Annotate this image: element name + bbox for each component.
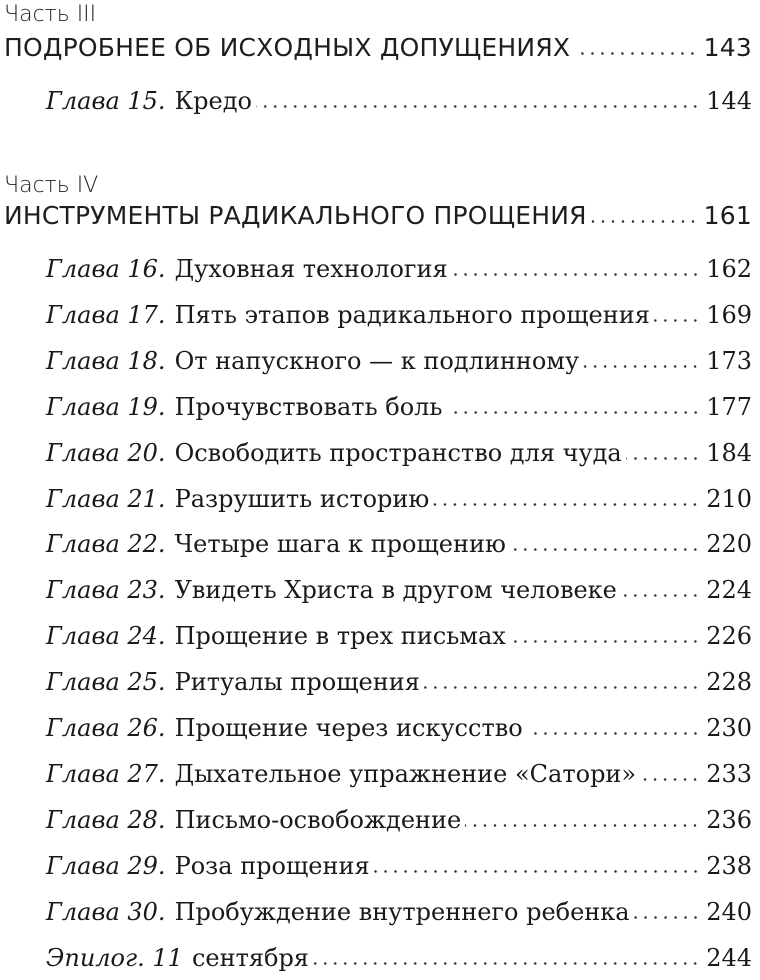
chapter-title: Пробуждение внутреннего ребенка (174, 898, 630, 926)
dot-leader (640, 778, 700, 781)
dot-leader (574, 52, 697, 55)
chapter-prefix: Глава 21. (46, 485, 166, 513)
toc-chapter-entry[interactable] (46, 852, 752, 888)
chapter-prefix: Глава 22. (46, 530, 166, 558)
chapter-prefix: Глава 26. (46, 714, 166, 742)
chapter-prefix: Глава 27. (46, 760, 166, 788)
part-label: Часть IV (4, 173, 99, 198)
dot-leader (465, 824, 700, 827)
page-number: 224 (706, 576, 752, 604)
dot-leader (654, 319, 700, 322)
dot-leader (256, 105, 700, 108)
toc-chapter-entry[interactable] (46, 530, 752, 566)
page-number: 173 (706, 347, 752, 375)
toc-chapter-entry[interactable] (46, 439, 752, 475)
chapter-title: От напускного — к подлинному (174, 347, 580, 375)
page-number: 210 (706, 485, 752, 513)
toc-chapter-entry[interactable] (46, 944, 752, 980)
toc-chapter-entry[interactable] (46, 301, 752, 337)
page-number: 244 (706, 944, 752, 972)
chapter-title: Письмо-освобождение (174, 806, 462, 834)
page-number: 220 (706, 530, 752, 558)
dot-leader (374, 870, 701, 873)
toc-chapter-entry[interactable] (46, 668, 752, 704)
chapter-title: Пять этапов радикального прощения (174, 301, 650, 329)
chapter-prefix: Глава 29. (46, 852, 166, 880)
dot-leader (424, 686, 700, 689)
chapter-prefix: Глава 18. (46, 347, 166, 375)
chapter-title: Прощение в трех письмах (174, 622, 506, 650)
chapter-prefix: Глава 17. (46, 301, 166, 329)
dot-leader (621, 594, 700, 597)
chapter-title: сентября (191, 944, 309, 972)
part-title: ПОДРОБНЕЕ ОБ ИСХОДНЫХ ДОПУЩЕНИЯХ (4, 33, 571, 62)
chapter-title: Духовная технология (174, 255, 448, 283)
dot-leader (634, 916, 701, 919)
page-number: 240 (706, 898, 752, 926)
chapter-prefix: Глава 16. (46, 255, 166, 283)
toc-chapter-entry[interactable] (46, 806, 752, 842)
page-number: 230 (706, 714, 752, 742)
chapter-title: Ритуалы прощения (174, 668, 420, 696)
chapter-prefix: Эпилог. 11 (46, 944, 183, 972)
page-number: 161 (703, 201, 752, 230)
toc-chapter-entry[interactable] (46, 898, 752, 934)
dot-leader (433, 503, 700, 506)
dot-leader (583, 365, 700, 368)
page-number: 226 (706, 622, 752, 650)
toc-chapter-entry[interactable] (46, 760, 752, 796)
toc-chapter-entry[interactable] (46, 622, 752, 658)
page-number: 169 (706, 301, 752, 329)
chapter-prefix: Глава 25. (46, 668, 166, 696)
chapter-title: Прочувствовать боль (174, 393, 443, 421)
toc-chapter-entry[interactable] (46, 485, 752, 521)
toc-part-entry[interactable] (4, 33, 752, 69)
dot-leader (527, 732, 701, 735)
page-number: 177 (706, 393, 752, 421)
part-title: ИНСТРУМЕНТЫ РАДИКАЛЬНОГО ПРОЩЕНИЯ (4, 201, 587, 230)
chapter-title: Освободить пространство для чуда (174, 439, 622, 467)
page-number: 144 (706, 87, 752, 115)
chapter-title: Увидеть Христа в другом человеке (174, 576, 617, 604)
toc-chapter-entry[interactable] (46, 347, 752, 383)
chapter-title: Кредо (174, 87, 252, 115)
toc-part-entry[interactable] (4, 201, 752, 237)
dot-leader (591, 220, 698, 223)
chapter-title: Роза прощения (174, 852, 370, 880)
chapter-prefix: Глава 30. (46, 898, 166, 926)
dot-leader (510, 640, 700, 643)
dot-leader (626, 457, 701, 460)
toc-chapter-entry[interactable] (46, 714, 752, 750)
page-number: 184 (706, 439, 752, 467)
page-number: 233 (706, 760, 752, 788)
chapter-prefix: Глава 28. (46, 806, 166, 834)
toc-chapter-entry[interactable] (46, 393, 752, 429)
toc-chapter-entry[interactable] (46, 255, 752, 291)
chapter-title: Четыре шага к прощению (174, 530, 506, 558)
chapter-title: Дыхательное упражнение «Сатори» (174, 760, 637, 788)
page-number: 228 (706, 668, 752, 696)
part-label: Часть III (4, 2, 97, 27)
chapter-title: Прощение через искусство (174, 714, 523, 742)
chapter-title: Разрушить историю (174, 485, 430, 513)
chapter-prefix: Глава 24. (46, 622, 166, 650)
dot-leader (313, 962, 700, 965)
toc-chapter-entry[interactable] (46, 87, 752, 123)
dot-leader (510, 548, 700, 551)
chapter-prefix: Глава 15. (46, 87, 166, 115)
toc-chapter-entry[interactable] (46, 576, 752, 612)
dot-leader (452, 273, 701, 276)
page-number: 238 (706, 852, 752, 880)
page-number: 236 (706, 806, 752, 834)
chapter-prefix: Глава 23. (46, 576, 166, 604)
page-number: 143 (703, 33, 752, 62)
dot-leader (447, 411, 701, 414)
page-number: 162 (706, 255, 752, 283)
chapter-prefix: Глава 19. (46, 393, 166, 421)
chapter-prefix: Глава 20. (46, 439, 166, 467)
